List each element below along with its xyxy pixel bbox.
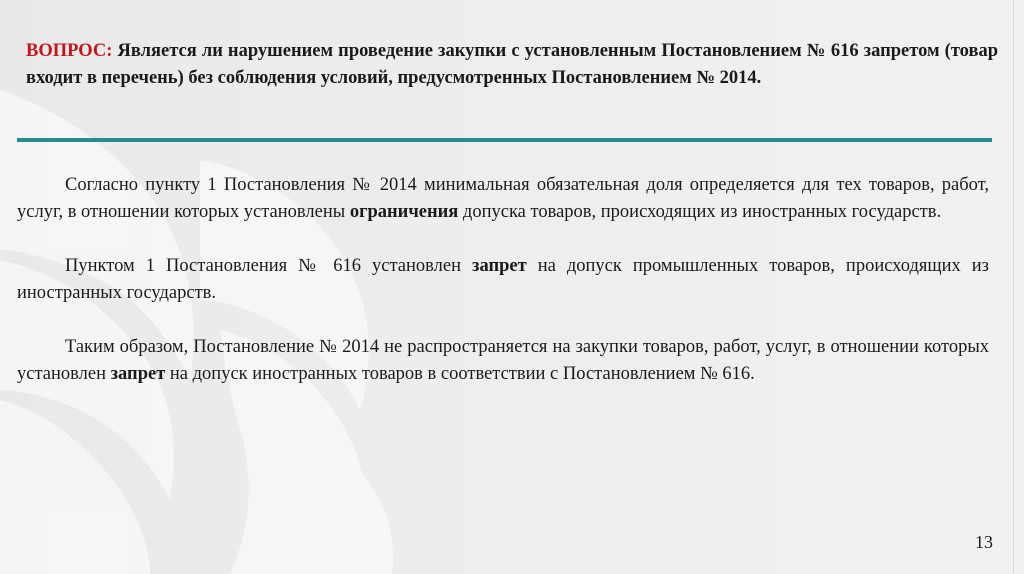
paragraph-3-text-after: на допуск иностранных товаров в соответствии с Постановлением № 616.: [165, 364, 755, 384]
divider: [17, 138, 992, 142]
paragraph-2: [17, 253, 989, 307]
paragraph-2-bold-term: запрет: [472, 256, 527, 276]
answer-body: [17, 172, 989, 415]
paragraph-2-text-after: на допуск промышленных товаров, происходящих из иностранных государств.: [17, 256, 989, 303]
paragraph-1-text-after: допуска товаров, происходящих из иностранных государств.: [458, 202, 942, 222]
paragraph-1-bold-term: ограничения: [349, 202, 459, 222]
paragraph-3-bold-term: запрет: [110, 364, 166, 384]
paragraph-2-text-before: Пунктом 1 Постановления № 616 установлен: [65, 256, 473, 276]
page-number: 13: [975, 532, 993, 552]
paragraph-3-text-before: Таким образом, Постановление № 2014 не распространяется на закупки товаров, работ, услуг, в отношении которых установлен: [17, 337, 989, 384]
question-text: Является ли нарушением проведение закупки с установленным Постановлением № 616 запретом (товар входит в перечень) без соблюдения условий, предусмотренных Постановлением № 2014.: [26, 41, 998, 88]
paragraph-1: [17, 172, 989, 226]
paragraph-1-text-before: Согласно пункту 1 Постановления № 2014 минимальная обязательная доля определяется для тех товаров, работ, услуг, в отношении которых установлены: [17, 175, 989, 222]
question-label: ВОПРОС:: [26, 41, 113, 61]
question-heading: [26, 38, 998, 92]
paragraph-3: [17, 334, 989, 388]
